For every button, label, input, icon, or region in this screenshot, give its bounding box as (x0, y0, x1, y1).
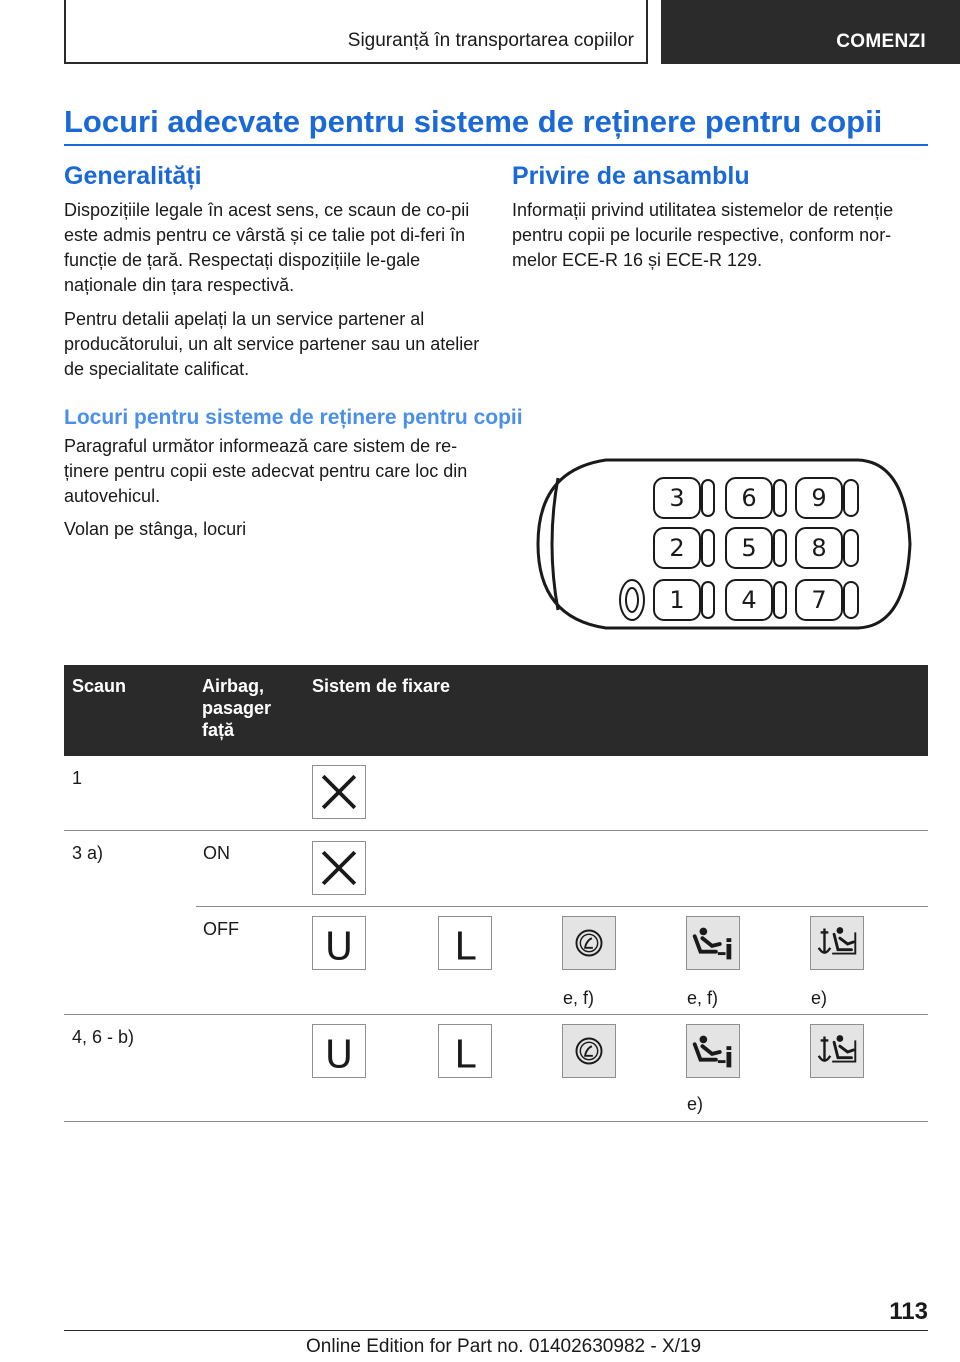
table-header (64, 665, 928, 756)
seat-number-1: 1 (669, 586, 685, 614)
seat-number-9: 9 (811, 484, 827, 512)
col-header-airbag (202, 675, 271, 741)
row4-seat: 4, 6 - b) (72, 1027, 135, 1047)
svg-text:L: L (454, 924, 476, 969)
seat-number-8: 8 (811, 534, 827, 562)
isize-child-seat-icon (562, 916, 616, 970)
seat-number-6: 6 (741, 484, 757, 512)
general-heading: Generalități (64, 162, 202, 190)
footer-edition: Online Edition for Part no. 01402630982 - X/19 (306, 1336, 702, 1357)
row4-note-isofix: e) (687, 1094, 704, 1114)
col-header-seat: Scaun (72, 676, 127, 696)
isofix-child-seat-icon (686, 916, 740, 970)
page-title: Locuri adecvate pentru sisteme de reținere pentru copii (64, 104, 883, 139)
header-section-tab (64, 0, 648, 64)
header-chapter-title: COMENZI (836, 31, 926, 52)
top-tether-anchor-icon (810, 916, 864, 970)
svg-text:U: U (324, 1032, 354, 1077)
general-paragraph-1: Dispozițiile legale în acest sens, ce scaun de co-pii este admis pentru ce vârstă și ce talie pot di-feri în funcție de țară. Respectați dispozițiile le-gale naționale din țara respectivă. (64, 200, 470, 295)
overview-heading: Privire de ansamblu (512, 162, 750, 190)
page-number: 113 (889, 1298, 928, 1325)
seats-paragraph-2: Volan pe stânga, locuri (64, 519, 247, 539)
seat-number-7: 7 (811, 586, 827, 614)
svg-text:U: U (324, 924, 354, 969)
row2-seat: 3 a) (72, 843, 104, 863)
universal-u-icon (312, 1024, 366, 1078)
svg-text:L: L (454, 1032, 476, 1077)
universal-u-icon (312, 916, 366, 970)
col-header-fixing-system: Sistem de fixare (312, 676, 451, 696)
isofix-child-seat-icon (686, 1024, 740, 1078)
footer-divider (64, 1330, 928, 1331)
semi-universal-l-icon (438, 916, 492, 970)
header-section-title: Siguranță în transportarea copiilor (347, 30, 634, 51)
overview-paragraph: Informații privind utilitatea sistemelor de retenție pentru copii pe locurile respective, conform nor-melor ECE-R 16 și ECE-R 129. (512, 200, 894, 270)
row3-note-tether: e) (811, 988, 828, 1008)
general-paragraph-2: Pentru detalii apelați la un service partener al producătorului, un alt service partener sau un atelier de specialitate calificat. (64, 309, 480, 379)
not-suitable-icon (312, 841, 366, 895)
not-suitable-icon (312, 765, 366, 819)
col-header-airbag-line-3: față (202, 720, 235, 740)
col-header-airbag-line-1: Airbag, (202, 676, 265, 696)
table-row-divider (64, 1014, 928, 1015)
row2-airbag-on: ON (203, 843, 230, 863)
row1-seat: 1 (72, 768, 83, 788)
row3-note-isize: e, f) (563, 988, 595, 1008)
semi-universal-l-icon (438, 1024, 492, 1078)
table-bottom-rule (64, 1121, 928, 1122)
seat-number-3: 3 (669, 484, 685, 512)
seat-layout-figure (528, 448, 920, 640)
table-subrow-divider (196, 906, 928, 907)
isize-child-seat-icon (562, 1024, 616, 1078)
seat-number-2: 2 (669, 534, 685, 562)
title-divider (64, 144, 928, 146)
header-chapter-tab (661, 0, 960, 64)
top-tether-anchor-icon (810, 1024, 864, 1078)
seat-number-5: 5 (741, 534, 757, 562)
seats-heading: Locuri pentru sisteme de reținere pentru copii (64, 406, 523, 429)
seats-paragraph-1: Paragraful următor informează care sistem de re-ținere pentru copii este adecvat pentru care loc din autovehicul. (64, 436, 468, 506)
row3-note-isofix: e, f) (687, 988, 719, 1008)
col-header-airbag-line-2: pasager (202, 698, 272, 718)
table-row-divider (64, 830, 928, 831)
seat-number-4: 4 (741, 586, 757, 614)
row3-airbag-off: OFF (203, 919, 239, 939)
